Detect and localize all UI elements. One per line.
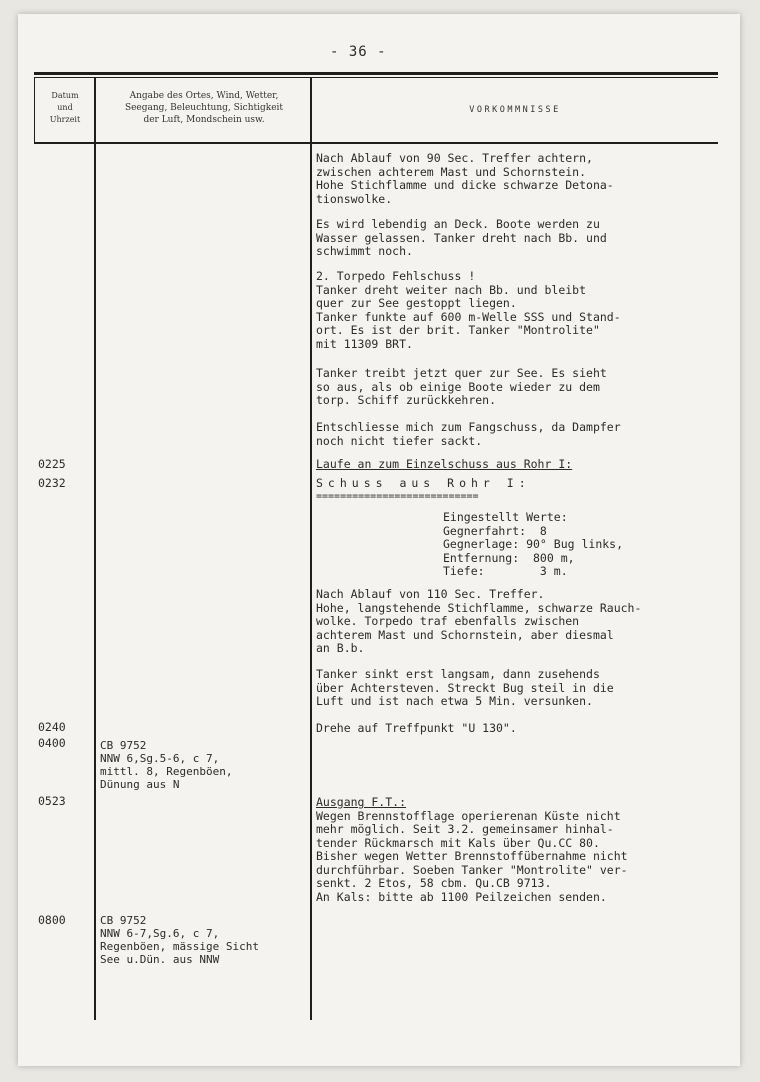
entry-line: Wegen Brennstofflage operierenan Küste nicht <box>316 808 621 823</box>
header-vorkommnisse: VORKOMMNISSE <box>469 105 561 115</box>
entry-tanker-treibt <box>316 367 736 408</box>
entry-line: Laufe an zum Einzelschuss aus Rohr I: <box>316 457 573 471</box>
header-datum-line: Datum <box>51 91 79 100</box>
header-location <box>98 90 310 126</box>
weather-0800 <box>100 914 315 966</box>
weather-line: CB 9752 <box>100 739 147 752</box>
header-location-line: Angabe des Ortes, Wind, Wetter, <box>129 91 279 101</box>
entry-boote <box>316 218 736 259</box>
entry-line: Es wird lebendig an Deck. Boote werden zu <box>316 217 600 231</box>
entry-line: durchführbar. Soeben Tanker "Montrolite" ver- <box>316 862 628 877</box>
entry-line: wolke. Torpedo traf ebenfalls zwischen <box>316 614 580 628</box>
entry-line: quer zur See gestoppt liegen. <box>316 296 517 310</box>
entry-line: zwischen achterem Mast und Schornstein. <box>316 164 587 179</box>
entry-line: Drehe auf Treffpunkt "U 130". <box>316 721 517 735</box>
time-0225: 0225 <box>38 457 66 471</box>
entry-line: so aus, als ob einige Boote wieder zu dem <box>316 379 600 394</box>
entry-line: mit 11309 BRT. <box>316 336 413 351</box>
entry-line: Tanker funkte auf 600 m-Welle SSS und Stand- <box>316 309 621 324</box>
entry-line: Wasser gelassen. Tanker dreht nach Bb. und <box>316 230 607 245</box>
entry-line: Tanker sinkt erst langsam, dann zusehends <box>316 667 600 681</box>
header-datum-line: und <box>57 103 73 112</box>
entry-line: Bisher wegen Wetter Brennstoffübernahme nicht <box>316 849 628 863</box>
entry-line: Nach Ablauf von 90 Sec. Treffer achtern, <box>316 151 593 165</box>
header-top-rule-2 <box>34 77 718 78</box>
header-bottom-rule <box>34 142 718 144</box>
weather-0400 <box>100 739 315 791</box>
entry-line: schwimmt noch. <box>316 244 413 258</box>
entry-treffer-110 <box>316 588 736 656</box>
entry-line: Gegnerlage: 90° Bug links, <box>443 537 624 551</box>
entry-laufe-an <box>316 458 736 472</box>
weather-line: NNW 6-7,Sg.6, c 7, <box>100 927 220 940</box>
page-number: - 36 - <box>330 44 387 60</box>
left-margin-rule <box>34 78 35 142</box>
time-0400: 0400 <box>38 736 66 750</box>
entry-line: senkt. 2 Etos, 58 cbm. Qu.CB 9713. <box>316 876 552 890</box>
time-0240: 0240 <box>38 720 66 734</box>
entry-treffer-achtern <box>316 152 736 206</box>
entry-drehe <box>316 722 736 736</box>
entry-line: achterem Mast und Schornstein, aber diesmal <box>316 627 614 642</box>
entry-line: Tanker treibt jetzt quer zur See. Es sieht <box>316 366 607 380</box>
header-datum-line: Uhrzeit <box>49 115 81 124</box>
header-datum <box>36 90 94 126</box>
time-0800: 0800 <box>38 913 66 927</box>
time-0232: 0232 <box>38 476 66 490</box>
entry-ausgang-ft <box>316 796 736 904</box>
time-0523: 0523 <box>38 794 66 808</box>
entry-line: über Achtersteven. Streckt Bug steil in die <box>316 680 614 695</box>
entry-fangschuss <box>316 421 736 448</box>
entry-line: Tiefe: 3 m. <box>443 564 568 578</box>
entry-line: Nach Ablauf von 110 Sec. Treffer. <box>316 587 545 601</box>
weather-line: See u.Dün. aus NNW <box>100 953 220 966</box>
entry-line: tender Rückmarsch mit Kals über Qu.CC 80. <box>316 835 600 850</box>
entry-line: An Kals: bitte ab 1100 Peilzeichen senden. <box>316 889 607 904</box>
entry-fehlschuss <box>316 270 736 351</box>
entry-line: Gegnerfahrt: 8 <box>443 523 547 538</box>
entry-line: torp. Schiff zurückkehren. <box>316 393 497 407</box>
header-location-line: Seegang, Beleuchtung, Sichtigkeit <box>124 103 284 113</box>
entry-line: Tanker dreht weiter nach Bb. und bleibt <box>316 282 587 297</box>
weather-line: mittl. 8, Regenböen, <box>100 765 233 778</box>
entry-line: Luft und ist nach etwa 5 Min. versunken. <box>316 694 593 708</box>
entry-line: ort. Es ist der brit. Tanker "Montrolite" <box>316 323 600 337</box>
entry-line: Entschliesse mich zum Fangschuss, da Dampfer <box>316 420 621 434</box>
entry-line: Eingestellt Werte: <box>443 510 568 524</box>
header-top-rule <box>34 72 718 75</box>
weather-line: Regenböen, mässige Sicht <box>100 940 259 953</box>
entry-line: Entfernung: 800 m, <box>443 550 575 565</box>
entry-title: Ausgang F.T.: <box>316 795 407 809</box>
entry-rule-line: =========================== <box>316 490 479 502</box>
entry-line: an B.b. <box>316 641 365 655</box>
header-location-line: der Luft, Mondschein usw. <box>143 115 265 125</box>
entry-tanker-sinkt <box>316 668 736 709</box>
entry-werte <box>316 511 760 579</box>
weather-line: CB 9752 <box>100 914 147 927</box>
weather-line: Dünung aus N <box>100 778 180 791</box>
column-rule-2 <box>310 78 312 1020</box>
column-rule-1 <box>94 78 96 1020</box>
weather-line: NNW 6,Sg.5-6, c 7, <box>100 752 220 765</box>
entry-line: noch nicht tiefer sackt. <box>316 433 483 448</box>
entry-line: mehr möglich. Seit 3.2. gemeinsamer hinhal- <box>316 822 614 836</box>
entry-line: Schuss aus Rohr I: <box>316 476 531 490</box>
entry-schuss <box>316 477 736 502</box>
entry-line: Hohe, langstehende Stichflamme, schwarze Rauch- <box>316 600 642 615</box>
entry-line: 2. Torpedo Fehlschuss ! <box>316 269 476 283</box>
entry-line: tionswolke. <box>316 191 393 206</box>
entry-line: Hohe Stichflamme und dicke schwarze Detona- <box>316 178 614 192</box>
